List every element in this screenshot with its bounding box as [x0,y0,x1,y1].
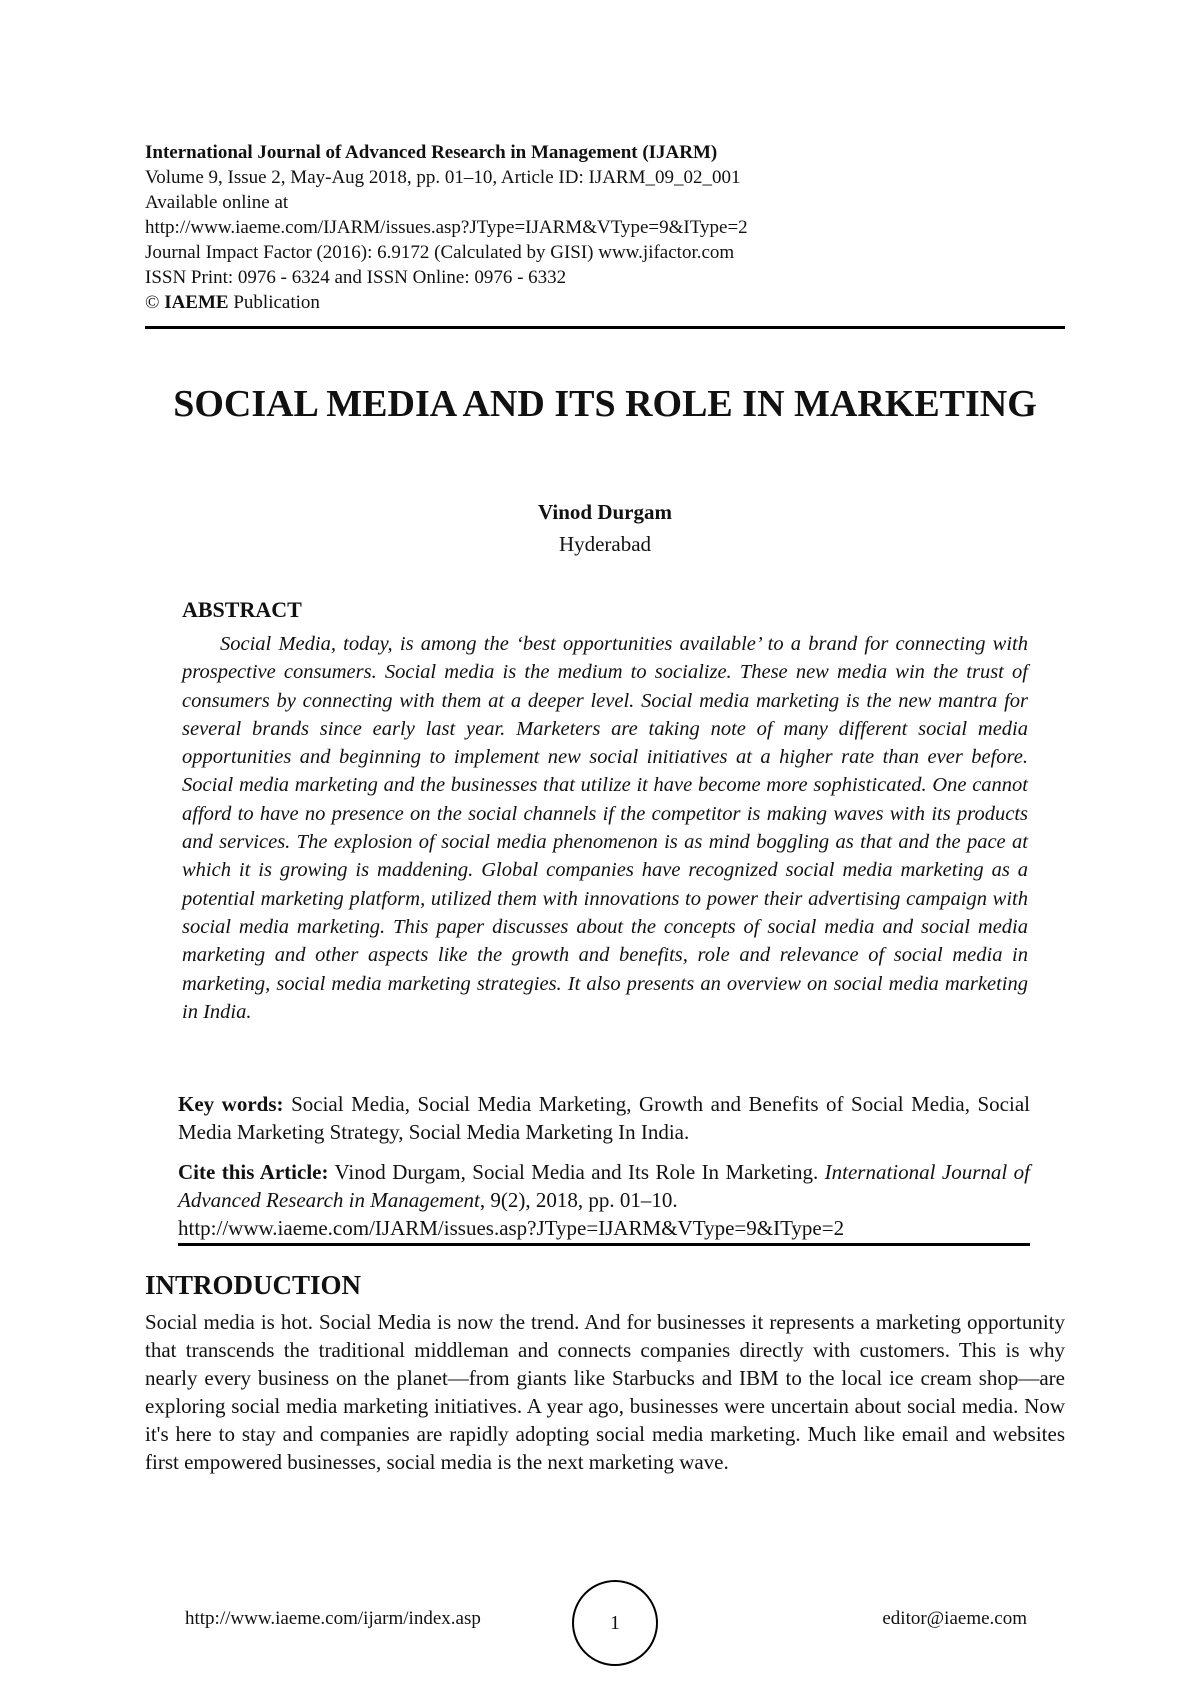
author-name: Vinod Durgam [538,500,672,524]
journal-name: International Journal of Advanced Research in Management (IJARM) [145,142,718,163]
volume-info: Volume 9, Issue 2, May-Aug 2018, pp. 01–10, Article ID: IJARM_09_02_001 [145,167,741,188]
keywords [178,1090,1030,1146]
header-divider [145,326,1065,329]
abstract-heading: ABSTRACT [182,597,302,622]
citation-divider [178,1243,1030,1246]
publisher-line [145,290,1065,315]
publisher-suffix: Publication [228,292,320,313]
issn-info: ISSN Print: 0976 - 6324 and ISSN Online: 0976 - 6332 [145,267,567,288]
introduction-heading: INTRODUCTION [145,1270,362,1300]
author-affiliation: Hyderabad [558,532,652,556]
cite-url[interactable]: http://www.iaeme.com/IJARM/issues.asp?JType=IJARM&VType=9&IType=2 [178,1216,845,1240]
abstract-text: Social Media, today, is among the ‘best opportunities available’ to a brand for connecting with prospective consumers. Social media is the medium to socialize. These new media win the trust of consumers by connecting with them at a deeper level. Social media marketing is the new mantra for several brands since early last year. Marketers are taking note of many different social media opportunities and beginning to implement new social initiatives at a higher rate than ever before. Social media marketing and the businesses that utilize it have become more sophisticated. One cannot afford to have no presence on the social channels if the competitor is making waves with its products and services. The explosion of social media phenomenon is as mind boggling as that and the pace at which it is growing is maddening. Global companies have recognized social media marketing as a potential marketing platform, utilized them with innovations to power their advertising campaign with social media marketing. This paper discusses about the concepts of social media and social media marketing and other aspects like the growth and benefits, role and relevance of social media in marketing, social media marketing strategies. It also presents an overview on social media marketing in India. [182,633,1028,1023]
introduction-text: Social media is hot. Social Media is now the trend. And for businesses it represents a marketing opportunity that transcends the traditional middleman and connects companies directly with customers. This is why nearly every business on the planet—from giants like Starbucks and IBM to the local ice cream shop—are exploring social media marketing initiatives. A year ago, businesses were uncertain about social media. Now it's here to stay and companies are rapidly adopting social media marketing. Much like email and websites first empowered businesses, social media is the next marketing wave. [145,1310,1065,1474]
footer-email[interactable]: editor@iaeme.com [882,1608,1027,1629]
paper-title: SOCIAL MEDIA AND ITS ROLE IN MARKETING [173,383,1037,425]
cite-label: Cite this Article: [178,1160,329,1184]
page-number: 1 [572,1580,658,1666]
issue-url[interactable]: http://www.iaeme.com/IJARM/issues.asp?JType=IJARM&VType=9&IType=2 [145,217,748,238]
available-online: Available online at [145,192,289,213]
citation [178,1158,1030,1242]
cite-authors: Vinod Durgam, Social Media and Its Role In Marketing. [328,1160,825,1184]
copyright-symbol: © [145,292,160,313]
cite-details: , 9(2), 2018, pp. 01–10. [479,1188,678,1212]
cite-journal: International Journal of Advanced Research in Management [178,1160,1030,1212]
journal-header [145,140,1065,315]
impact-factor: Journal Impact Factor (2016): 6.9172 (Calculated by GISI) www.jifactor.com [145,242,735,263]
footer-url[interactable]: http://www.iaeme.com/ijarm/index.asp [185,1608,481,1629]
keywords-label: Key words: [178,1092,284,1116]
keywords-text: Social Media, Social Media Marketing, Growth and Benefits of Social Media, Social Media Marketing Strategy, Social Media Marketing In India. [178,1092,1030,1144]
publisher-name: IAEME [164,292,229,313]
